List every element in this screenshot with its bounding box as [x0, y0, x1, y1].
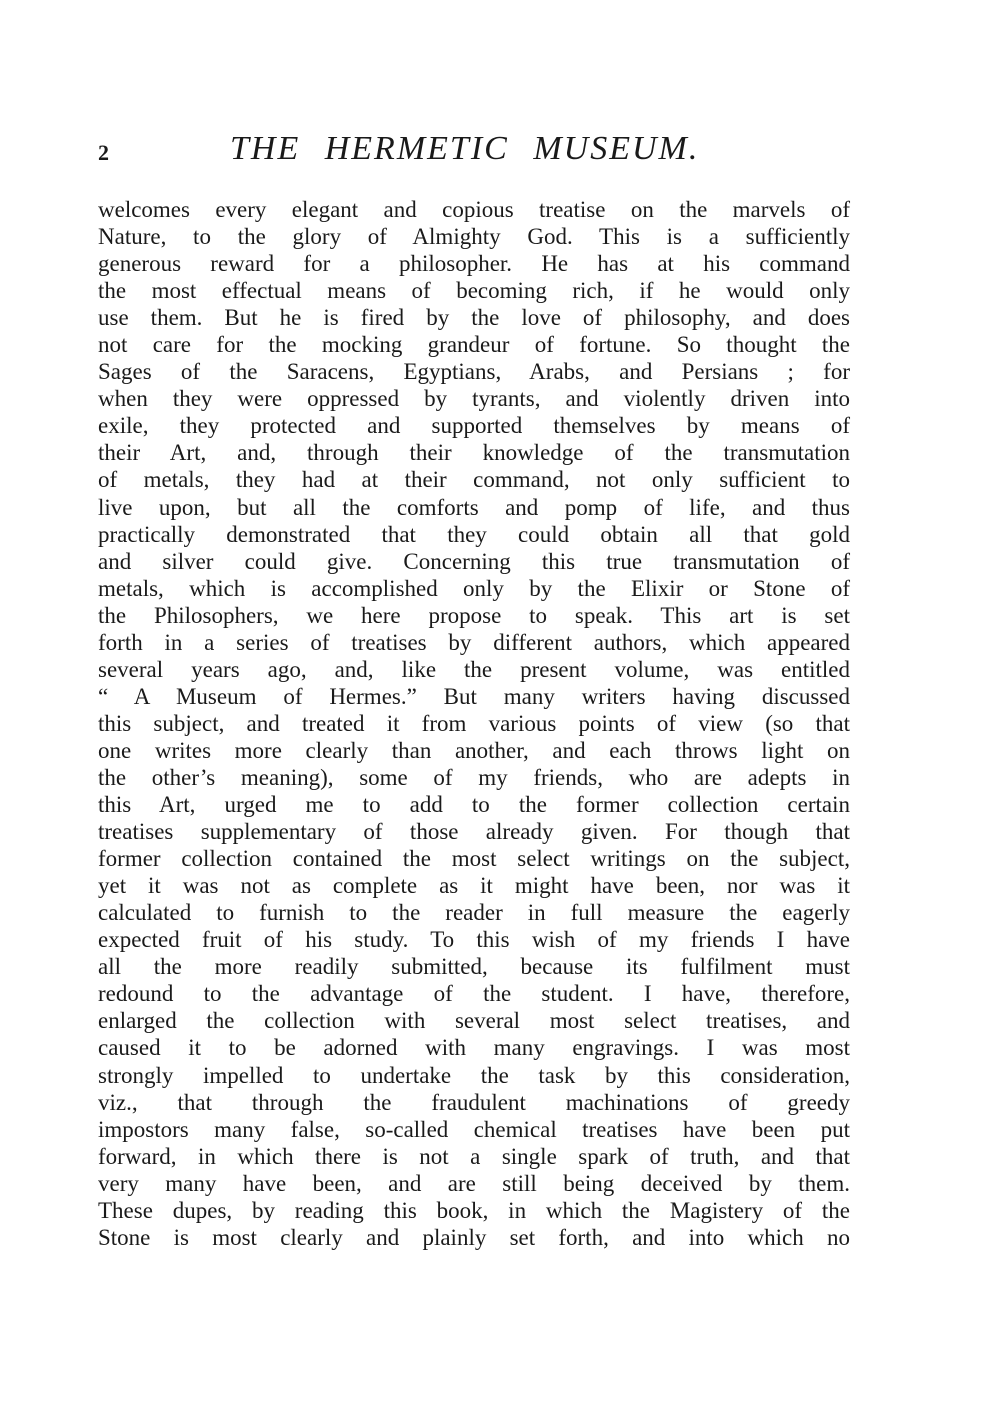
page-number: 2	[98, 140, 109, 165]
text-line: use them. But he is fired by the love of philosophy, and does	[98, 305, 850, 331]
text-line: expected fruit of his study. To this wish of my friends I have	[98, 927, 850, 953]
text-line: Nature, to the glory of Almighty God. This is a sufficiently	[98, 224, 850, 250]
text-line: welcomes every elegant and copious treatise on the marvels of	[98, 197, 850, 222]
text-line: former collection contained the most select writings on the subject,	[98, 846, 850, 872]
text-line: practically demonstrated that they could obtain all that gold	[98, 521, 850, 547]
text-line: very many have been, and are still being deceived by them.	[98, 1170, 850, 1196]
text-line: the other’s meaning), some of my friends, who are adepts in	[98, 764, 850, 790]
text-line: impostors many false, so-called chemical treatises have been put	[98, 1116, 850, 1142]
text-line: Sages of the Saracens, Egyptians, Arabs, and Persians ; for	[98, 359, 850, 385]
text-line: Stone is most clearly and plainly set forth, and into which no	[98, 1224, 850, 1250]
text-line: viz., that through the fraudulent machinations of greedy	[98, 1089, 850, 1115]
text-line: not care for the mocking grandeur of fortune. So thought the	[98, 332, 850, 358]
text-line: caused it to be adorned with many engravings. I was most	[98, 1035, 850, 1061]
text-line: and silver could give. Concerning this true transmutation of	[98, 548, 850, 574]
text-line: several years ago, and, like the present volume, was entitled	[98, 656, 850, 682]
text-line: this Art, urged me to add to the former collection certain	[98, 792, 850, 818]
text-line: the most effectual means of becoming rich, if he would only	[98, 278, 850, 304]
text-line: live upon, but all the comforts and pomp of life, and thus	[98, 494, 850, 520]
text-line: the Philosophers, we here propose to speak. This art is set	[98, 602, 850, 628]
text-line: calculated to furnish to the reader in full measure the eagerly	[98, 900, 850, 926]
text-line: forth in a series of treatises by different authors, which appeared	[98, 629, 850, 655]
text-line: metals, which is accomplished only by the Elixir or Stone of	[98, 575, 850, 601]
text-line: their Art, and, through their knowledge of the transmutation	[98, 440, 850, 466]
text-line: all the more readily submitted, because its fulfilment must	[98, 954, 850, 980]
text-line: enlarged the collection with several most select treatises, and	[98, 1008, 850, 1034]
text-line: of metals, they had at their command, not only sufficient to	[98, 467, 850, 493]
running-title: THE HERMETIC MUSEUM.	[230, 130, 700, 167]
text-line: redound to the advantage of the student. I have, therefore,	[98, 981, 850, 1007]
text-line: treatises supplementary of those already given. For though that	[98, 819, 850, 845]
text-line: generous reward for a philosopher. He has at his command	[98, 251, 850, 277]
text-line: one writes more clearly than another, and each throws light on	[98, 737, 850, 763]
text-line: yet it was not as complete as it might have been, nor was it	[98, 873, 850, 899]
text-line: this subject, and treated it from various points of view (so that	[98, 710, 850, 736]
text-line: strongly impelled to undertake the task by this consideration,	[98, 1062, 850, 1088]
text-line: These dupes, by reading this book, in which the Magistery of the	[98, 1197, 850, 1223]
body-text	[98, 196, 850, 1251]
running-head	[98, 130, 850, 174]
text-line: exile, they protected and supported themselves by means of	[98, 413, 850, 439]
text-line: forward, in which there is not a single spark of truth, and that	[98, 1143, 850, 1169]
text-line: “ A Museum of Hermes.” But many writers having discussed	[98, 683, 850, 709]
text-line: when they were oppressed by tyrants, and violently driven into	[98, 386, 850, 412]
